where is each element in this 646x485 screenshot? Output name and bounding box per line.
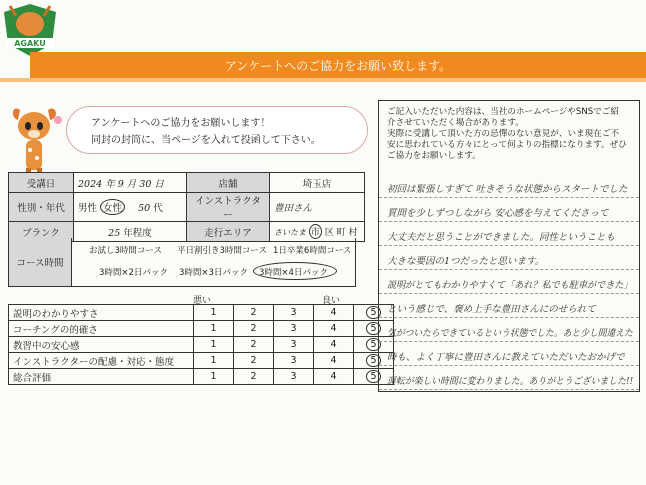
comment-rule xyxy=(379,269,639,270)
rating-option-2[interactable] xyxy=(234,337,274,353)
rating-option-2[interactable] xyxy=(234,369,274,385)
instruction-bubble xyxy=(66,106,368,154)
comment-rule xyxy=(379,221,639,222)
rating-number: 2 xyxy=(250,323,257,334)
rating-option-1[interactable] xyxy=(194,337,234,353)
rating-option-4[interactable] xyxy=(314,321,354,337)
blank-unit: 年程度 xyxy=(123,227,152,239)
selected-rating-circle: 5 xyxy=(366,322,380,335)
rating-number: 1 xyxy=(210,355,217,366)
age-value: 50 xyxy=(138,203,151,214)
bubble-line-2: 同封の封筒に、当ページを入れて投函して下さい。 xyxy=(91,135,321,146)
gender-option-female[interactable]: 女性 xyxy=(100,199,125,215)
comment-line: 大きな要因の1つだったと思います。 xyxy=(387,256,545,267)
rating-row xyxy=(9,369,394,385)
area-value: さいたま xyxy=(274,228,306,237)
rating-row xyxy=(9,353,394,369)
notice-line-3: 実際に受講して頂いた方の忌憚のない意見が、いま現在ご不 xyxy=(387,129,620,139)
rating-option-2[interactable] xyxy=(234,353,274,369)
rating-number: 1 xyxy=(210,323,217,334)
rating-row xyxy=(9,337,394,353)
blank-value: 25 xyxy=(108,227,121,239)
comment-rule xyxy=(379,365,639,366)
rating-number: 3 xyxy=(290,307,297,318)
rating-number: 1 xyxy=(210,307,217,318)
rating-item-label: 教習中の安心感 xyxy=(9,337,194,353)
respondent-info-table xyxy=(8,172,365,242)
notice-line-1: ご記入いただいた内容は、当社のホームページやSNSでご紹 xyxy=(387,107,620,117)
comment-line: 説明がとてもわかりやすくて「あれ？私でも駐車ができた」 xyxy=(387,280,633,291)
rating-option-3[interactable] xyxy=(274,369,314,385)
comment-rule xyxy=(379,245,639,246)
rating-item-label: 総合評価 xyxy=(9,369,194,385)
comment-line: 時も、よく丁寧に豊田さんに教えていただいたおかげで xyxy=(387,352,625,363)
selected-course-circle xyxy=(253,262,337,280)
rating-item-label: 説明のわかりやすさ xyxy=(9,305,194,321)
comment-line: という感じで、褒め上手な豊田さんにのせられて xyxy=(387,304,596,315)
rating-item-label: インストラクターの配慮・対応・態度 xyxy=(9,353,194,369)
area-unit-town[interactable]: 町 xyxy=(336,228,346,238)
rating-option-4[interactable] xyxy=(314,337,354,353)
area-unit-city[interactable]: 市 xyxy=(309,224,322,239)
comment-rule xyxy=(379,293,639,294)
rating-number: 4 xyxy=(330,355,337,366)
rating-option-2[interactable] xyxy=(234,321,274,337)
rating-number: 2 xyxy=(250,355,257,366)
comment-notice xyxy=(379,101,639,161)
rating-option-1[interactable] xyxy=(194,305,234,321)
gender-option-male[interactable]: 男性 xyxy=(78,203,98,214)
rating-number: 3 xyxy=(290,371,297,382)
store-label: 店舗 xyxy=(187,173,270,193)
rating-option-4[interactable] xyxy=(314,305,354,321)
comment-line: 気がついたらできているという状態でした。あと少し間違えた xyxy=(387,328,633,339)
rating-option-4[interactable] xyxy=(314,369,354,385)
rating-number: 2 xyxy=(250,307,257,318)
rating-number: 1 xyxy=(210,371,217,382)
selected-rating-circle: 5 xyxy=(366,354,380,367)
comment-line: 大丈夫だと思うことができました。同性ということも xyxy=(387,232,616,243)
date-label: 受講日 xyxy=(9,173,74,193)
rating-row xyxy=(9,321,394,337)
rating-number: 3 xyxy=(290,339,297,350)
comment-rule xyxy=(379,197,639,198)
comment-line: 質問を少しずつしながら 安心感を与えてくださって xyxy=(387,208,609,219)
gender-label: 性別・年代 xyxy=(9,193,74,222)
rating-number: 3 xyxy=(290,323,297,334)
rating-number: 2 xyxy=(250,371,257,382)
instructor-label: インストラクター xyxy=(187,193,270,222)
rating-number: 4 xyxy=(330,371,337,382)
rating-number: 3 xyxy=(290,355,297,366)
comment-line: 運転が楽しい時間に変わりました。ありがとうございました!! xyxy=(387,376,634,387)
course-option-2day[interactable]: 3時間×2日パック xyxy=(99,268,168,278)
agaku-logo xyxy=(0,0,60,60)
rating-option-3[interactable] xyxy=(274,337,314,353)
banner-text: アンケートへのご協力をお願い致します。 xyxy=(224,59,452,73)
survey-banner xyxy=(30,52,646,78)
course-option-trial[interactable]: お試し3時間コース xyxy=(89,246,162,256)
rating-number: 4 xyxy=(330,339,337,350)
selected-rating-circle: 5 xyxy=(366,306,380,319)
rating-option-3[interactable] xyxy=(274,321,314,337)
rating-number: 4 xyxy=(330,307,337,318)
course-label: コース時間 xyxy=(9,238,72,286)
course-option-oneday[interactable]: 1日卒業6時間コース xyxy=(273,246,352,256)
comment-box xyxy=(378,100,640,392)
scale-high-label: 良い xyxy=(322,296,341,306)
blank-label: ブランク xyxy=(9,222,74,242)
logo-text: AGAKU xyxy=(14,39,46,48)
rating-item-label: コーチングの的確さ xyxy=(9,321,194,337)
rating-table xyxy=(8,304,394,385)
course-option-4day[interactable]: 3時間×4日パック xyxy=(259,268,328,278)
area-label: 走行エリア xyxy=(187,222,270,242)
area-unit-village[interactable]: 村 xyxy=(348,228,358,238)
notice-line-4: 安に思われている方々にとって何よりの指標になります。ぜひ xyxy=(387,140,627,150)
notice-line-5: ご協力をお願いします。 xyxy=(387,151,481,161)
course-option-3day[interactable]: 3時間×3日パック xyxy=(179,268,248,278)
rating-option-1[interactable] xyxy=(194,321,234,337)
comment-rule xyxy=(379,317,639,318)
rating-option-1[interactable] xyxy=(194,369,234,385)
rating-option-3[interactable] xyxy=(274,305,314,321)
area-unit-ward[interactable]: 区 xyxy=(324,228,334,238)
rating-option-4[interactable] xyxy=(314,353,354,369)
course-section xyxy=(8,238,356,287)
course-option-weekday[interactable]: 平日割引き3時間コース xyxy=(177,246,267,256)
rating-option-3[interactable] xyxy=(274,353,314,369)
comment-rule xyxy=(379,341,639,342)
selected-rating-circle: 5 xyxy=(366,338,380,351)
store-value: 埼玉店 xyxy=(270,173,365,193)
selected-rating-circle: 5 xyxy=(366,370,380,383)
date-value[interactable]: 2024 年 9 月 30 日 xyxy=(74,173,187,193)
notice-line-2: 介させていただく場合があります。 xyxy=(387,118,524,128)
gender-age-cell[interactable] xyxy=(74,193,187,222)
comment-line: 初回は緊張しすぎて 吐きそうな状態からスタートでした xyxy=(387,184,628,195)
rating-number: 1 xyxy=(210,339,217,350)
banner-stripe xyxy=(0,78,646,82)
rating-number: 4 xyxy=(330,323,337,334)
rating-option-1[interactable] xyxy=(194,353,234,369)
instructor-value[interactable]: 豊田さん xyxy=(270,193,365,222)
comment-rule xyxy=(379,389,639,390)
rating-number: 2 xyxy=(250,339,257,350)
rating-option-2[interactable] xyxy=(234,305,274,321)
scale-low-label: 悪い xyxy=(193,296,212,306)
bubble-line-1: アンケートへのご協力をお願いします！ xyxy=(91,118,271,129)
rating-row xyxy=(9,305,394,321)
age-unit: 代 xyxy=(153,203,163,214)
